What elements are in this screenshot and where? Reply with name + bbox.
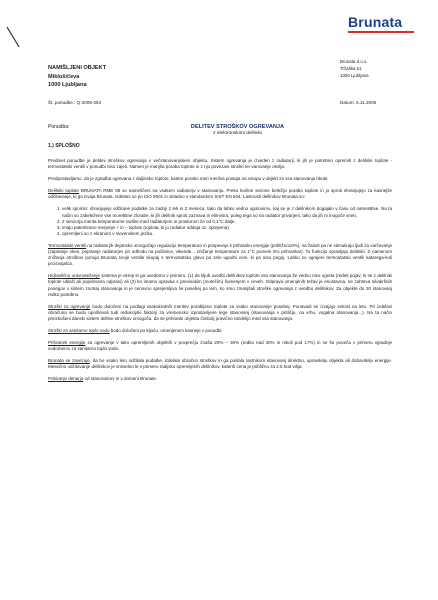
money-collection-term: Pobiranje denarja xyxy=(48,376,84,382)
heating-costs-term: Stroški za ogrevanje xyxy=(48,303,91,309)
offer-label: Ponudba: xyxy=(48,124,70,130)
company-name: Brunata d.o.o. xyxy=(340,59,368,64)
company-city: 1000 Ljubljana xyxy=(340,73,369,78)
offer-date: Datum: 6.11.2006 xyxy=(340,100,377,105)
logo-underline xyxy=(348,31,414,33)
heat-allocators-term: Delilniki toplote xyxy=(48,188,79,194)
paragraph-thermostatic-valves: Termostatski ventili na radiatorjih dejansko omogočajo regulacijo temperature in prispevajo k prihranku energije (približno10%), na žalost pa ne stimulirajo ljudi za varčevanje (zapiranje oken, pripiranje radiatorjev pri odhodu na počitnice, vikende... znižanje temperature za 1°C pomeni 6% prihranka!). To funkcijo opravljajo delilniki. Z namenom znižanja stroškov ponuja Brunata svoje ventile skupaj s termostatsko glavo po zelo ugodni ceni, ki pa niso pogoj. Lahko so vgrajeni termostatski ventili katerega-koli proizvajalca. xyxy=(48,242,392,267)
document-title: DELITEV STROŠKOV OGREVANJA xyxy=(190,124,285,130)
offer-number: Št. ponudbe.: Q-2006-254 xyxy=(48,100,102,105)
paragraph-hot-water-costs: Stroški za sanitarno toplo vodo bodo določeni po ključu, omenjenem kasneje v ponudbi. xyxy=(48,327,223,333)
commitment-term: Brunata se zavezuje xyxy=(48,358,90,364)
list-item: 3. imajo patentirano merjenje + in – toplote (toplota, ki jo radiator oddaja oz. sprejema) xyxy=(62,225,392,231)
section-heading: 1.) SPLOŠNO xyxy=(48,143,80,149)
paragraph-subject: Predmet ponudbe je delitev stroškov ogrevanja v večstanovanjskem objektu. Sistem ogrevanja je izveden z radiatorji, ki jih je potrebno opremiti z delilniki toplote - termostatski ventili v ponudbi niso zajeti. Namen je manjša poraba toplote in z njo povezani stroški ter varovanje okolja. xyxy=(48,158,392,170)
pen-stroke-mark xyxy=(6,26,20,48)
document-body xyxy=(48,158,392,389)
paragraph-hydraulic-balancing: Hidravlično uravnoteženje sistema je ukrep ki ga uvedemo v primeru, (1) da kljub uvedbi delilnikov toplote vsa stanovanja še vedno niso ogreta (redek pojav, ki se z delilniki toplote ublaži ali popolnoma odpravi) ali (2) ko imamo opravka s previsokim (motečim) šumenjem v ceveh. Odprava omenjenih težav je enostavna, ne zahteva nikakršnih posegov v sistem znotraj stanovanja in je cenovno sprejemljiva še posebej po tem, ko smo zmanjšali stroške ogrevanja z uvedbo delilnikov. Za objekte do 30 stanovanj redko potrebno. xyxy=(48,273,393,297)
hydraulic-balancing-term: Hidravlično uravnoteženje xyxy=(48,273,100,279)
company-street: Tržaška 61 xyxy=(340,66,362,71)
allocator-features-list xyxy=(48,206,392,236)
list-item: 2. 2 senzorja merita temperaturne razlike med radiatorjem in prostorom že od 0,1°C dalje, xyxy=(62,219,392,225)
company-address xyxy=(340,58,369,79)
paragraph-assumption: Predpostavljamo, da je zgradba ogrevana z daljinsko toploto, katere porabo meri merilna postaja na vstopu v objekt za vsa stanovanja hkrati. xyxy=(48,176,329,182)
brunata-logo xyxy=(348,14,414,33)
paragraph-heating-costs: Stroški za ogrevanje bodo določeni na podlagi vsakokratnih meritev porabljene toplote za vsako stanovanje posebej. Ponavadi se izvajajo enkrat na leto. Pri izdelavi obračuna se bodo upoštevali tudi redukcijski faktorji za vremensko izpostavljene lege stanovanj (stanovanja v pritličju, na vrhu, vogalna stanovanja...). Na ta način preizkušeni danski sistem delitve stroškov omogoča, da se prihranki objekta čimbolj pravično razdelijo med vsa stanovanja. xyxy=(48,303,392,321)
paragraph-money-collection: Pobiranje denarja od stanovalcev ni v domeni Brunate. xyxy=(48,376,158,382)
recipient-street: Miklošičeva xyxy=(48,73,80,80)
thermostatic-valves-term: Termostatski ventili xyxy=(48,242,87,248)
hot-water-costs-term: Stroški za sanitarno toplo vodo xyxy=(48,327,110,333)
logo-text: Brunata xyxy=(348,14,403,30)
paragraph-heat-allocators: Delilniki toplote BRUNATA RME 95 so nameščeni na vsakem radiatorju v stanovanju. Preko kurilne sezone beležijo porabo toplote in jo sproti shranjujejo za kasnejše odčitavanje, ki ga izvaja Brunata. Izdelani so po ISO 9001 in skladno s standardom SIST EN 834. Lastnosti delilnikov Brunata so: xyxy=(48,188,392,200)
paragraph-energy-savings: Prihranek energije za ogrevanje v tako opremljenih objektih v povprečju znaša 20% – 30% (redko nad 40% in nikoli pod 17%) in se še poveča v primeru vgradnje vodomerov za sanitarno toplo vodo. xyxy=(48,340,392,352)
recipient-address xyxy=(48,64,106,90)
recipient-name: NAMIŠLJENI OBJEKT xyxy=(48,65,107,71)
paragraph-commitment: Brunata se zavezuje, da bo vsako leto odčitala podatke, izdelala obračun stroškov in ga poslala lastnikom stanovanj direktno, upravitelju objekta ali dobavitelju energije. Mesečno odčitavanje delilnikov je smiselno le v primeru radijsko opremljenih delilnikov, katerih cena je približno za 2.5 krat višja. xyxy=(48,358,392,370)
recipient-city: 1000 Ljubljana xyxy=(48,82,87,88)
list-item: 1. velik spomin: shranjujejo odčitane podatke za zadnji 2 leti in 2 meseca, tako da lahko vedno ugotovimo, kaj se je z delilnikom dogajalo v času od namestitve. Na ta način so zabeležene vse morebitne zlorabe, ki jih delilnik sproti zaznava in eliminira, poleg tega so na radiator privarjeni, tako da jih ni mogoče sneti, xyxy=(62,206,392,218)
energy-savings-term: Prihranek energije xyxy=(48,340,86,346)
list-item: 4. opremljeni so z ekranom v slovenskem jeziku. xyxy=(62,231,392,237)
document-subtitle: z elektronskimi delilniki xyxy=(213,131,262,136)
